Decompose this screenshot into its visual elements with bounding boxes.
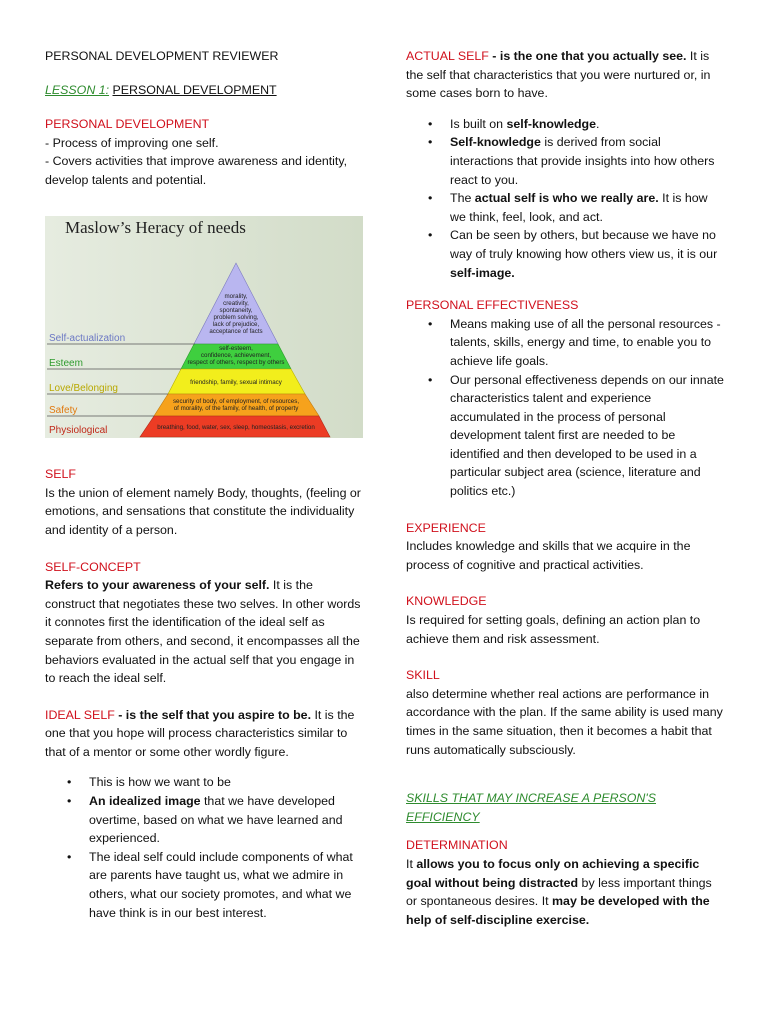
- label-love-belonging: Love/Belonging: [49, 382, 118, 394]
- self-concept-section: [45, 558, 363, 688]
- safety-text-1: security of body, of employment, of resources,: [172, 397, 300, 405]
- pd-line-1: - Process of improving one self.: [45, 135, 219, 150]
- experience-section: [406, 519, 724, 575]
- self-concept-text: It is the construct that negotiates these two selves. In other words it connotes first the identification of the ideal self as separate from others, and second, it encompasses all the behaviors evaluated in the actual self that you engage in to reach the ideal self.: [45, 578, 361, 686]
- pd-line-2: - Covers activities that improve awareness and identity, develop talents and potential.: [45, 154, 348, 187]
- li-text: Can be seen by others, but because we have no way of truly knowing how others view us, it is our: [450, 228, 718, 261]
- list-item: • The ideal self could include components of what are parents have taught us, what we admire in others, what our society promotes, and what we have think is in our best interest.: [89, 848, 363, 922]
- self-concept-body: [45, 576, 363, 688]
- safety-text-2: of morality, of the family, of health, of property: [173, 404, 299, 412]
- list-item: [450, 133, 724, 189]
- sa-text-5: lack of prejudice,: [212, 320, 260, 328]
- skill-body: also determine whether real actions are performance in accordance with the plan. If the same ability is used many times in the same situation, then it becomes a habit that runs automatically subsciously.: [406, 686, 723, 757]
- determination-text: by less important things or spontaneous desires. It: [406, 875, 712, 909]
- left-column: [45, 47, 363, 936]
- self-heading: SELF: [45, 467, 76, 482]
- label-physiological: Physiological: [49, 424, 108, 436]
- determination-heading: DETERMINATION: [406, 838, 508, 853]
- self-body: Is the union of element namely Body, thoughts, (feeling or emotions, and sensations that constitute the individuality and identity of a person.: [45, 485, 361, 537]
- list-item: [89, 792, 363, 848]
- lesson-line: [45, 81, 363, 100]
- li-bold: Self-knowledge: [450, 135, 541, 150]
- li-text: is derived from social interactions that provide insights into how others react to you.: [450, 135, 715, 187]
- list-item: • This is how we want to be: [89, 773, 363, 792]
- actual-self-heading: ACTUAL SELF: [406, 49, 489, 63]
- list-item: [450, 226, 724, 282]
- label-esteem: Esteem: [49, 357, 83, 369]
- sa-text-2: creativity,: [223, 299, 249, 307]
- knowledge-section: [406, 592, 724, 648]
- personal-development-section: [45, 115, 363, 189]
- ideal-self-body: [45, 706, 363, 762]
- maslow-hierarchy-figure: [45, 216, 363, 438]
- personal-development-heading: PERSONAL DEVELOPMENT: [45, 117, 210, 132]
- right-column: [406, 47, 724, 929]
- ideal-self-text: It is the one that you hope will process characteristics similar to that of a mentor or some other wordly figure.: [45, 707, 355, 759]
- ideal-image-text: that we have developed overtime, based on what we have learned and experienced.: [89, 794, 343, 846]
- list-item: [450, 115, 724, 134]
- ideal-self-section: [45, 706, 363, 923]
- sa-text-1: morality,: [224, 292, 248, 300]
- list-item: [450, 189, 724, 226]
- li-text: Is built on: [450, 116, 507, 131]
- lesson-label: LESSON 1:: [45, 82, 110, 97]
- phys-text-1: breathing, food, water, sex, sleep, homeostasis, excretion: [157, 423, 315, 431]
- actual-self-text: It is the self that characteristics that you were nurtured or, in some cases born to have.: [406, 49, 711, 101]
- ideal-self-list: [45, 773, 363, 922]
- li-text: The: [450, 191, 475, 206]
- knowledge-heading: KNOWLEDGE: [406, 594, 487, 609]
- actual-self-body: [406, 47, 724, 103]
- list-item: • Means making use of all the personal resources - talents, skills, energy and time, to enable you to achieve life goals.: [450, 315, 724, 371]
- li-bold: self-knowledge: [506, 116, 596, 131]
- experience-heading: EXPERIENCE: [406, 520, 486, 535]
- sa-text-3: spontaneity,: [219, 306, 253, 314]
- knowledge-body: Is required for setting goals, defining an action plan to achieve them and risk assessment.: [406, 613, 701, 646]
- self-concept-bold: Refers to your awareness of your self.: [45, 578, 270, 593]
- skill-heading: SKILL: [406, 668, 440, 683]
- li-bold: self-image.: [450, 265, 515, 280]
- label-safety: Safety: [49, 404, 78, 416]
- lesson-title: PERSONAL DEVELOPMENT: [112, 82, 277, 97]
- love-text-1: friendship, family, sexual intimacy: [190, 378, 282, 386]
- personal-effectiveness-list: [406, 315, 724, 501]
- skill-section: [406, 666, 724, 759]
- sa-text-4: problem solving,: [213, 313, 259, 321]
- self-section: [45, 465, 363, 539]
- maslow-title: Maslow’s Heracy of needs: [65, 217, 246, 237]
- actual-self-bold: - is the one that you actually see.: [488, 49, 687, 63]
- determination-bold: allows you to focus only on achieving a specific goal without being distracted: [406, 856, 700, 890]
- self-concept-heading: SELF-CONCEPT: [45, 559, 141, 574]
- li-text: It is how we think, feel, look, and act.: [450, 191, 708, 224]
- experience-body: Includes knowledge and skills that we acquire in the process of cognitive and practical activities.: [406, 539, 691, 572]
- ideal-self-heading: IDEAL SELF: [45, 707, 115, 722]
- ideal-image-bold: An idealized image: [89, 794, 201, 809]
- personal-effectiveness-heading: PERSONAL EFFECTIVENESS: [406, 298, 579, 313]
- personal-effectiveness-section: [406, 296, 724, 501]
- li-bold: actual self is who we really are.: [474, 191, 659, 206]
- label-self-actualization: Self-actualization: [49, 332, 126, 344]
- list-item: • Our personal effectiveness depends on our innate characteristics talent and experience accumulated in the process of personal development talent first are needed to be identified and then developed to be used in a particular subject area (science, literature and politics etc.): [450, 371, 724, 501]
- determination-section: [406, 836, 724, 929]
- determination-body: [406, 855, 724, 929]
- actual-self-section: [406, 47, 724, 282]
- skills-efficiency-heading: SKILLS THAT MAY INCREASE A PERSON'S EFFICIENCY: [406, 791, 657, 824]
- esteem-text-2: confidence, achievement,: [200, 351, 272, 359]
- ideal-self-bold: - is the self that you aspire to be.: [114, 707, 312, 722]
- determination-bold: may be developed with the help of self-discipline exercise.: [406, 894, 710, 927]
- determination-text: It: [406, 856, 417, 871]
- document-title: PERSONAL DEVELOPMENT REVIEWER: [45, 49, 279, 63]
- esteem-text-1: self-esteem,: [219, 344, 253, 352]
- li-text: .: [596, 116, 600, 131]
- esteem-text-3: respect of others, respect by others: [187, 358, 285, 366]
- sa-text-6: acceptance of facts: [209, 327, 263, 335]
- actual-self-list: [406, 115, 724, 282]
